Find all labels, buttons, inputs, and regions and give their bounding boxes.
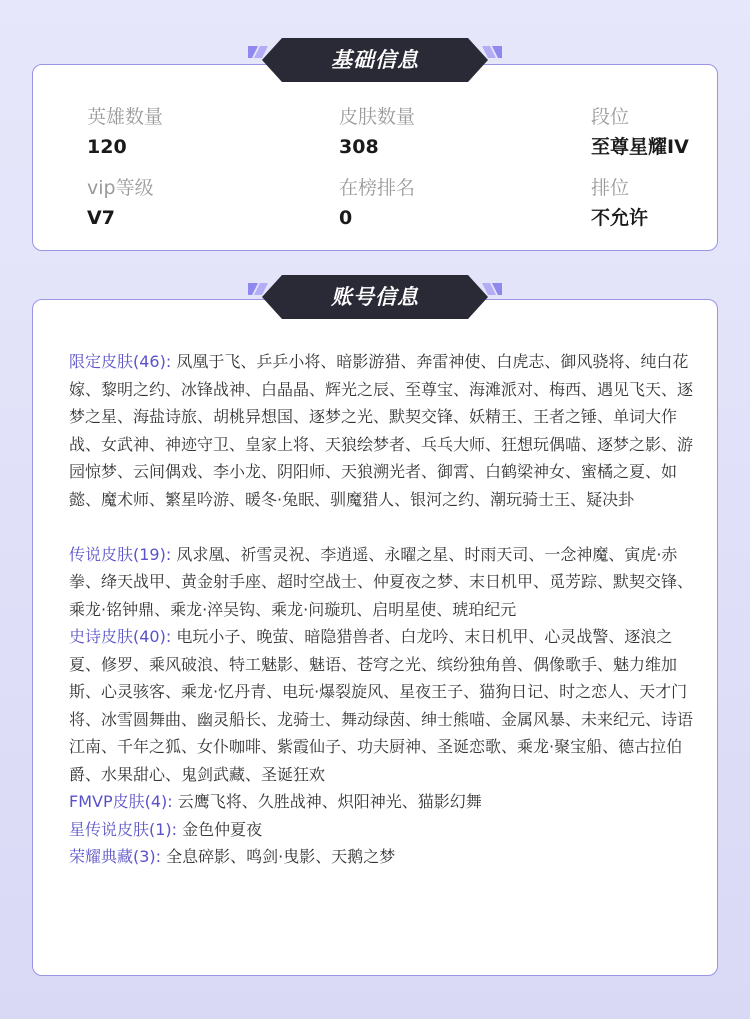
limited-skins-section [69, 348, 703, 513]
section-gap [69, 513, 703, 541]
category-label: 史诗皮肤(40): [69, 627, 172, 646]
fmvp-skins-section [69, 788, 703, 816]
vip-level-field [87, 176, 317, 230]
rank-tier-field [591, 105, 750, 159]
section-title: 账号信息 [331, 285, 419, 309]
field-label: 在榜排名 [339, 177, 416, 199]
field-label: 排位 [591, 177, 630, 199]
star-legend-skins-section [69, 816, 703, 844]
account-info-banner [248, 275, 502, 319]
skin-count-field [339, 105, 569, 159]
basic-info-card [32, 64, 718, 251]
field-label: 皮肤数量 [339, 106, 416, 128]
leaderboard-rank-field [339, 176, 569, 230]
epic-skins-section [69, 623, 703, 788]
skin-names: 金色仲夏夜 [182, 819, 263, 839]
field-label: vip等级 [87, 177, 154, 199]
skin-names: 云鹰飞将、久胜战神、炽阳神光、猫影幻舞 [177, 792, 482, 811]
ranked-allowed-field [591, 176, 750, 230]
skin-names: 凤求凰、祈雪灵祝、李逍遥、永曜之星、时雨天司、一念神魔、寅虎·赤拳、绛天战甲、黄金射手座、超时空战士、仲夏夜之梦、末日机甲、觅芳踪、默契交锋、乘龙·铭钟鼎、乘龙·淬吴钩、乘龙·问璇玑、启明星使、琥珀纪元 [69, 544, 694, 619]
section-title: 基础信息 [331, 48, 419, 72]
field-value: 0 [339, 207, 353, 229]
glory-collection-section [69, 843, 703, 871]
field-value: 308 [339, 136, 379, 158]
category-label: 限定皮肤(46): [69, 352, 172, 371]
field-label: 段位 [591, 106, 630, 128]
field-value: V7 [87, 207, 115, 229]
category-label: 传说皮肤(19): [69, 544, 172, 564]
skin-names: 全息碎影、鸣剑·曳影、天鹅之梦 [166, 847, 396, 866]
account-info-card [32, 299, 718, 976]
legend-skins-section [69, 541, 703, 624]
category-label: FMVP皮肤(4): [69, 792, 173, 811]
field-value: 120 [87, 136, 127, 158]
hero-count-field [87, 105, 317, 159]
skin-list [69, 348, 703, 871]
skin-names: 凤凰于飞、乒乒小将、暗影游猎、奔雷神使、白虎志、御风骁将、纯白花嫁、黎明之约、冰锋战神、白晶晶、辉光之辰、至尊宝、海滩派对、梅西、遇见飞天、逐梦之星、海盐诗旅、胡桃异想国、逐梦之光、默契交锋、妖精王、王者之锤、单词大作战、女武神、神迹守卫、皇家上将、天狼绘梦者、乓乓大师、狂想玩偶喵、逐梦之影、游园惊梦、云间偶戏、李小龙、阴阳师、天狼溯光者、御霄、白鹤梁神女、蜜橘之夏、如懿、魔术师、繁星吟游、暖冬·兔眠、驯魔猎人、银河之约、潮玩骑士王、疑决卦 [69, 352, 694, 509]
basic-info-banner [248, 38, 502, 82]
category-label: 荣耀典藏(3): [69, 847, 162, 866]
field-value: 至尊星耀IV [591, 136, 689, 158]
field-label: 英雄数量 [87, 106, 164, 128]
skin-names: 电玩小子、晚萤、暗隐猎兽者、白龙吟、末日机甲、心灵战警、逐浪之夏、修罗、乘风破浪、特工魅影、魅语、苍穹之光、缤纷独角兽、偶像歌手、魅力维加斯、心灵骇客、乘龙·忆丹青、电玩·爆裂旋风、星夜王子、猫狗日记、时之恋人、天才门将、冰雪圆舞曲、幽灵船长、龙骑士、舞动绿茵、绅士熊喵、金属风暴、未来纪元、诗语江南、千年之狐、女仆咖啡、紫霞仙子、功夫厨神、圣诞恋歌、乘龙·聚宝船、德古拉伯爵、水果甜心、鬼剑武藏、圣诞狂欢 [69, 627, 694, 784]
field-value: 不允许 [591, 207, 649, 229]
category-label: 星传说皮肤(1): [69, 819, 178, 839]
